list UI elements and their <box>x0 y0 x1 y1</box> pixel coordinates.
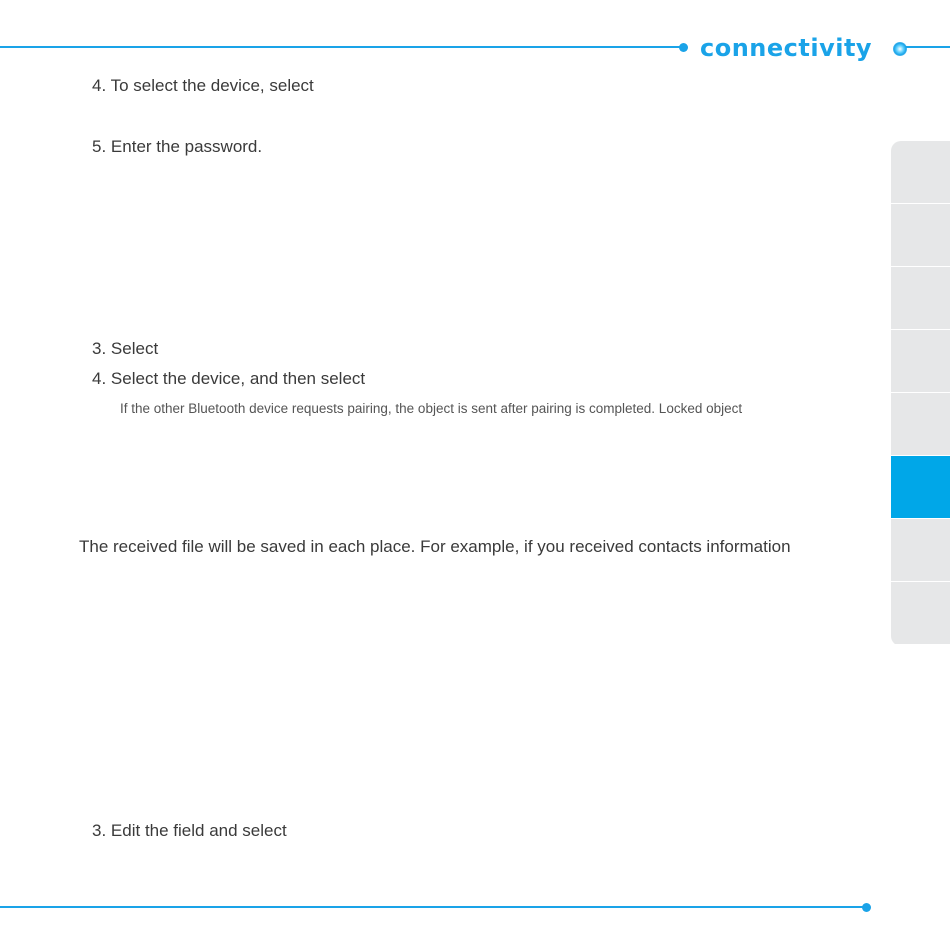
step-edit-field <box>92 820 287 842</box>
chapter-tab[interactable] <box>891 519 950 582</box>
step-text: Select <box>110 339 159 358</box>
step-number: 3. <box>92 339 107 358</box>
chapter-tabs <box>891 141 950 646</box>
step-text: Select the device, and then select <box>110 369 366 388</box>
step-enter-password <box>92 136 262 158</box>
step-number: 3. <box>92 821 107 840</box>
chapter-tab[interactable] <box>891 141 950 204</box>
step-number: 4. <box>92 76 107 95</box>
step-number: 4. <box>92 369 107 388</box>
received-file-paragraph: The received file will be saved in each place. For example, if you received contacts information <box>79 537 791 556</box>
header-rule-dot <box>679 43 688 52</box>
footer-rule-dot <box>862 903 871 912</box>
chapter-tab[interactable] <box>891 582 950 644</box>
chapter-tab[interactable] <box>891 330 950 393</box>
chapter-tab[interactable] <box>891 267 950 330</box>
section-title: connectivity <box>700 34 873 62</box>
pairing-note: If the other Bluetooth device requests pairing, the object is sent after pairing is completed. Locked object <box>120 401 743 416</box>
step-text: Edit the field and select <box>110 821 287 840</box>
header-rule-left <box>0 46 682 48</box>
step-text: Enter the password. <box>110 137 263 156</box>
step-select-device-then <box>92 368 365 390</box>
step-select-device <box>92 75 314 97</box>
step-select <box>92 338 158 360</box>
chapter-tab[interactable] <box>891 393 950 456</box>
header-glow-icon <box>893 42 907 56</box>
footer-rule <box>0 906 866 908</box>
header-rule-right <box>900 46 950 48</box>
chapter-tab-active[interactable] <box>891 456 950 519</box>
step-text: To select the device, select <box>110 76 314 95</box>
chapter-tab[interactable] <box>891 204 950 267</box>
step-number: 5. <box>92 137 107 156</box>
